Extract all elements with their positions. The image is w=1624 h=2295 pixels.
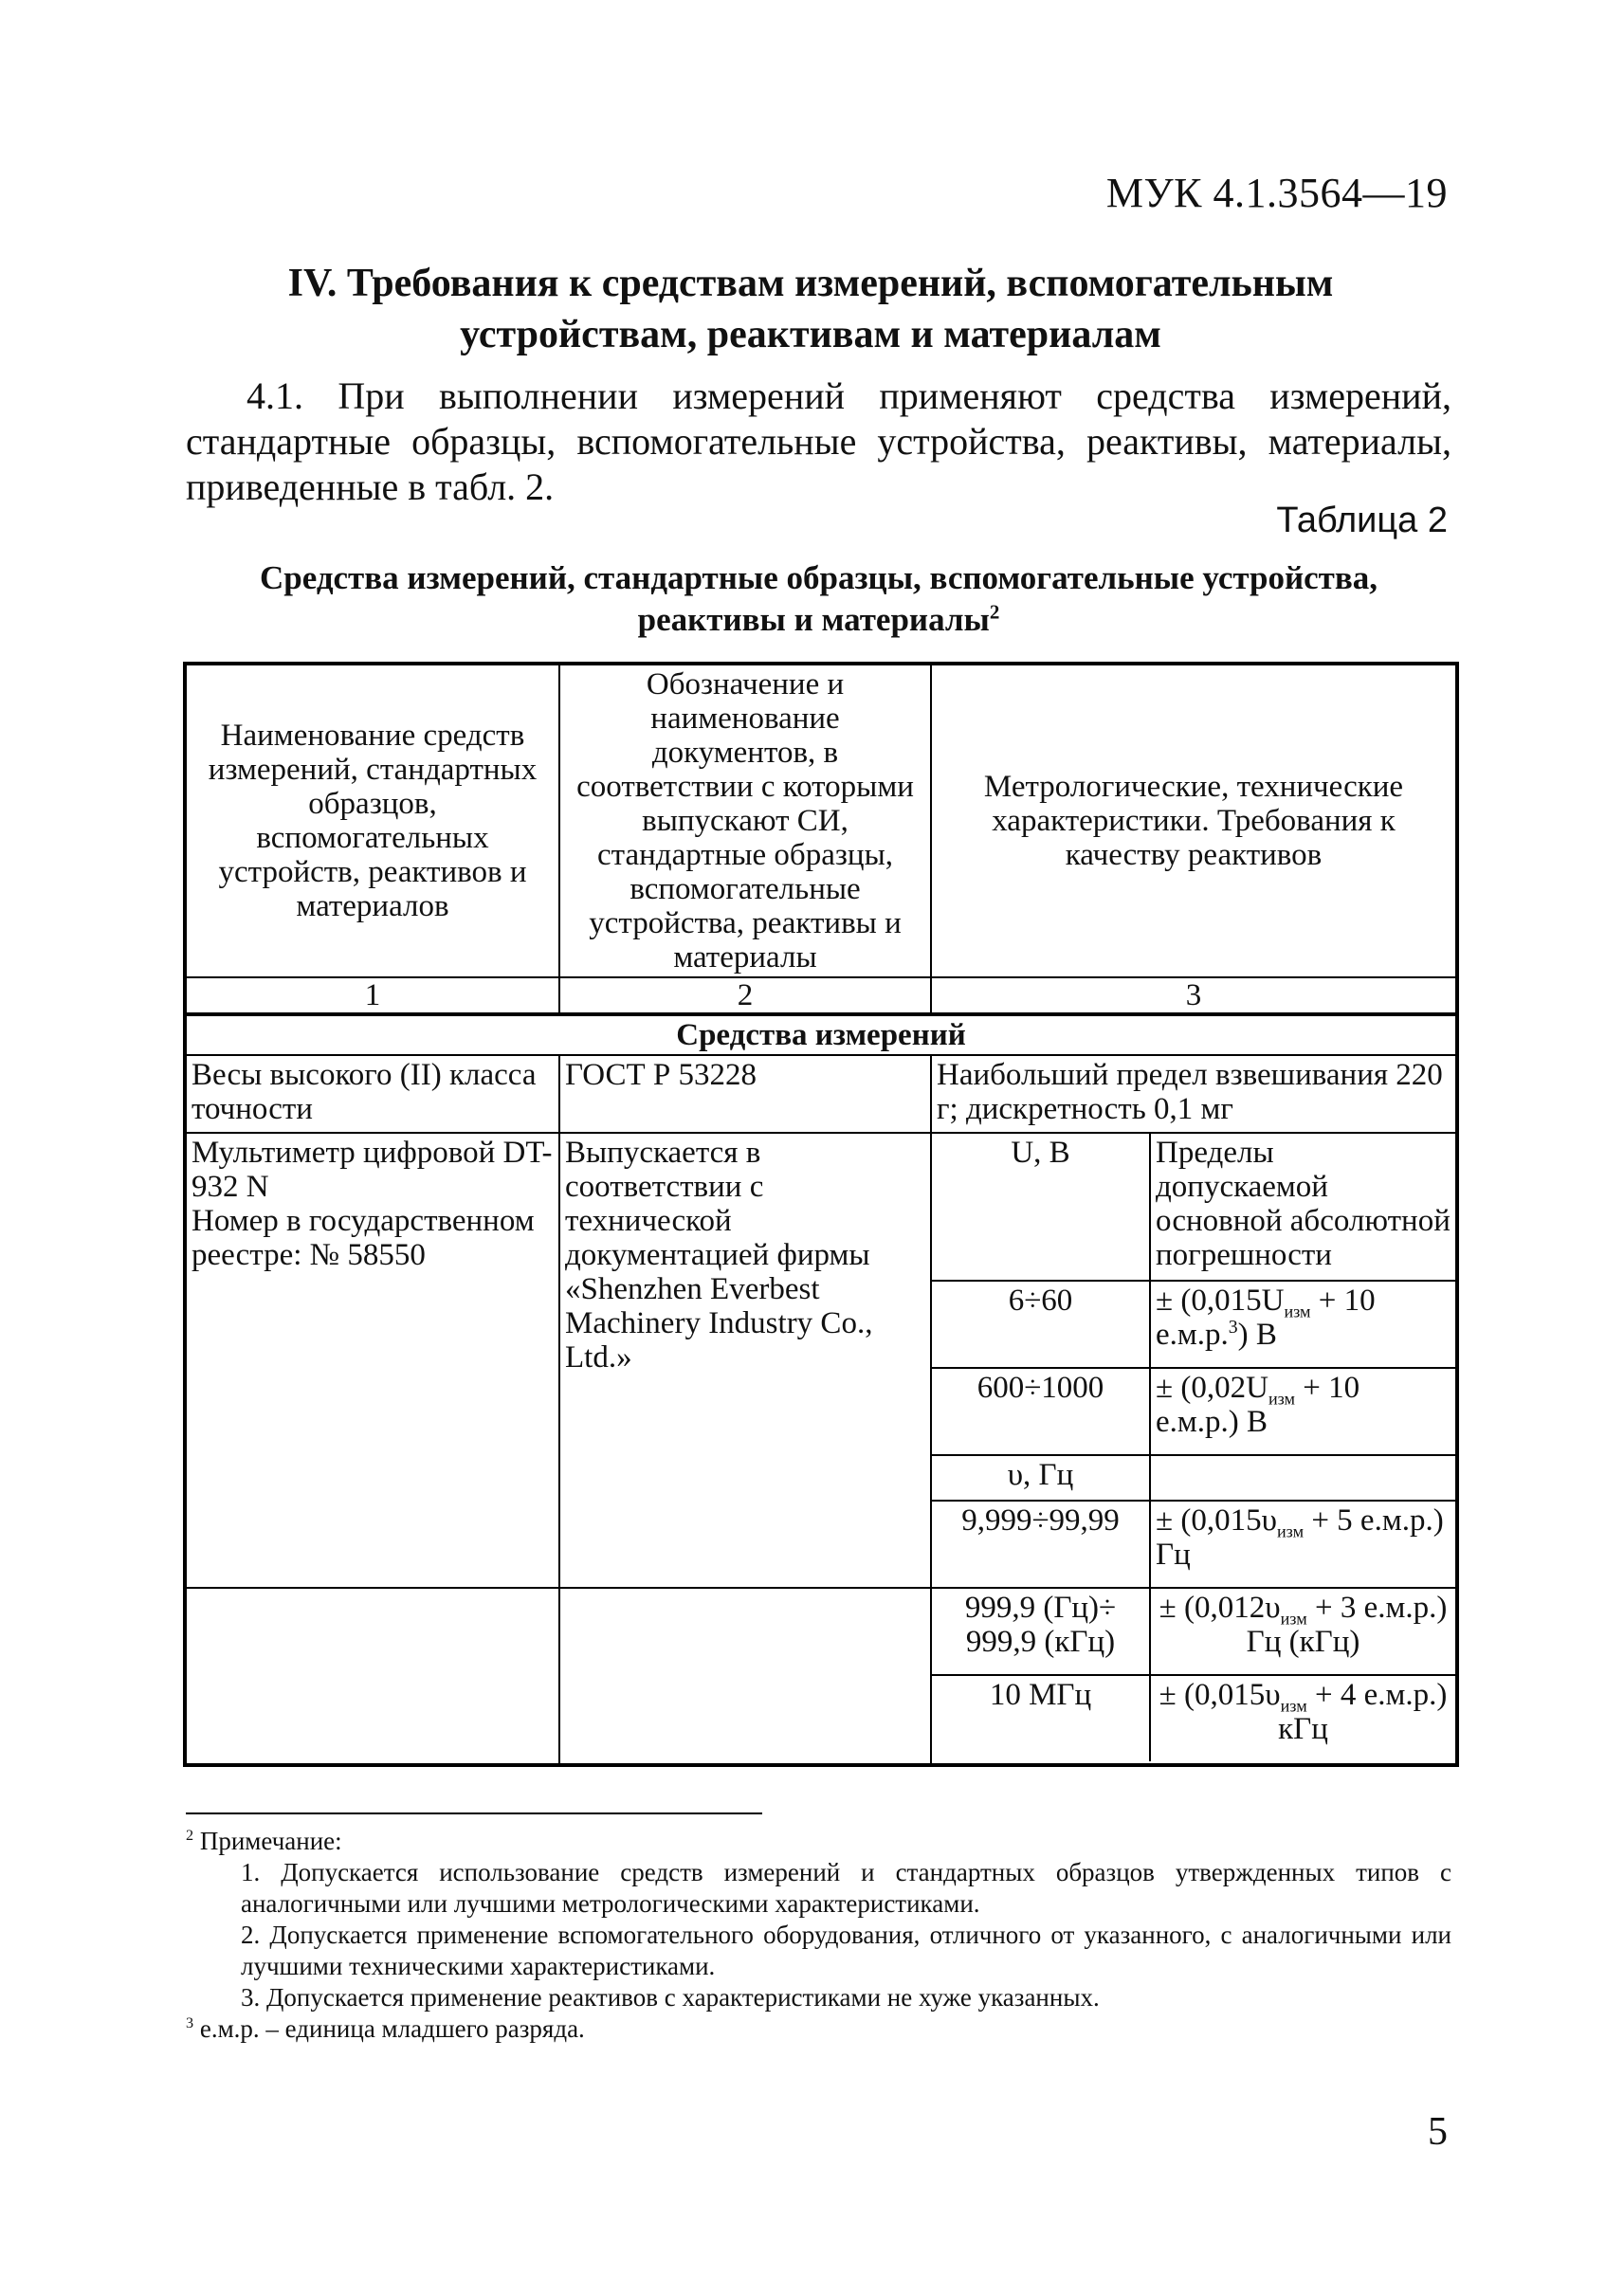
f-header-empty [1150,1455,1455,1501]
footnote-2-label [186,1826,1451,1857]
document-code: МУК 4.1.3564—19 [1105,170,1448,216]
f-error-3-b: + 4 е.м.р.) кГц [1278,1678,1448,1746]
table-row-scales [185,1055,1457,1133]
f-error-1-sub: изм [1276,1521,1305,1541]
means-table [183,662,1459,1767]
section-title [171,258,1451,360]
f-error-2-b: + 3 е.м.р.) Гц (кГц) [1246,1591,1448,1659]
footnote-divider [186,1812,762,1814]
table-row-continuation [185,1588,1457,1765]
multimeter-name-line-1: Мультиметр цифровой DT-932 N [192,1136,553,1204]
spec-row-f-3 [932,1675,1455,1761]
u-error-1-c: ) В [1237,1318,1277,1352]
f-header: υ, Гц [932,1455,1150,1501]
table-caption-line-2 [186,599,1451,641]
scales-doc: ГОСТ Р 53228 [559,1055,931,1133]
section-label: Средства измерений [185,1014,1457,1055]
table-caption-footnote-ref: 2 [989,600,1000,624]
multimeter-name-line-2: Номер в государственном реестре: № 58550 [192,1204,535,1272]
footnote-item-3: 3. Допускается применение реактивов с характеристиками не хуже указанных. [241,1983,1100,2012]
u-error-2-b: + 10 е.м.р.) В [1156,1371,1360,1439]
u-header: U, В [932,1134,1150,1281]
u-error-1 [1150,1281,1455,1368]
table-caption-line-1: Средства измерений, стандартные образцы, вспомогательные устройства, [260,559,1378,596]
u-error-2-a: ± (0,02U [1156,1371,1268,1405]
u-error-2-sub: изм [1268,1389,1296,1409]
paragraph-text: 4.1. При выполнении измерений применяют средства измерений, стандартные образцы, вспомогательные устройства, реактивы, материалы, приведенные в табл. 2. [186,374,1451,508]
column-number-1: 1 [185,977,559,1014]
footnote-item-2: 2. Допускается применение вспомогательного оборудования, отличного от указанного, с аналогичными или лучшими техническими характеристиками. [241,1921,1451,1980]
u-error-1-sup: 3 [1228,1317,1238,1338]
continuation-spec [931,1588,1457,1765]
f-range-1: 9,999÷99,99 [932,1501,1150,1587]
continuation-spec-table [932,1589,1455,1761]
continuation-name [185,1588,559,1765]
table-caption-line-2-text: реактивы и материалы [637,601,990,638]
table-number: Таблица 2 [1276,501,1448,540]
header-col-1: Наименование средств измерений, стандартных образцов, вспомогательных устройств, реактивов и материалов [185,664,559,977]
continuation-doc [559,1588,931,1765]
u-range-1: 6÷60 [932,1281,1150,1368]
section-title-line-1: IV. Требования к средствам измерений, вспомогательным [287,262,1334,305]
f-error-2-sub: изм [1280,1609,1307,1629]
footnotes [186,1826,1451,2045]
column-number-2: 2 [559,977,931,1014]
footnote-3 [186,2013,1451,2045]
multimeter-spec [931,1133,1457,1588]
f-range-3: 10 МГц [932,1675,1150,1761]
table-header-row [185,664,1457,977]
f-error-1-b: + 5 е.м.р.) Гц [1156,1503,1444,1572]
header-col-2: Обозначение и наименование документов, в соответствии с которыми выпускают СИ, стандартные образцы, вспомогательные устройства, реактивы и материалы [559,664,931,977]
spec-row-u-1 [932,1281,1455,1368]
u-error-1-b: + 10 е.м.р. [1156,1284,1376,1352]
f-range-2: 999,9 (Гц)÷ 999,9 (кГц) [932,1589,1150,1675]
page-number: 5 [1428,2110,1448,2154]
multimeter-name [185,1133,559,1588]
multimeter-doc: Выпускается в соответствии с технической документацией фирмы «Shenzhen Everbest Machinery Industry Co., Ltd.» [559,1133,931,1588]
f-error-2 [1150,1589,1455,1675]
f-error-1 [1150,1501,1455,1587]
spec-row-f-1 [932,1501,1455,1587]
footnote-2-marker: 2 [186,1827,194,1844]
spec-row-u-header [932,1134,1455,1281]
footnote-3-marker: 3 [186,2014,194,2031]
scales-name: Весы высокого (II) класса точности [185,1055,559,1133]
footnote-3-text: е.м.р. – единица младшего разряда. [199,2014,585,2043]
f-error-3-sub: изм [1280,1696,1307,1716]
f-error-3-a: ± (0,015υ [1159,1678,1281,1712]
column-number-3: 3 [931,977,1457,1014]
scales-spec: Наибольший предел взвешивания 220 г; дискретность 0,1 мг [931,1055,1457,1133]
footnote-item-1: 1. Допускается использование средств измерений и стандартных образцов утвержденных типов с аналогичными или лучшими метрологическими характеристиками. [241,1858,1451,1918]
u-error-1-sub: изм [1284,1302,1311,1321]
footnote-2-title: Примечание: [199,1827,342,1855]
spec-row-f-2 [932,1589,1455,1675]
u-range-2: 600÷1000 [932,1368,1150,1455]
f-error-3 [1150,1675,1455,1761]
header-col-3: Метрологические, технические характеристики. Требования к качеству реактивов [931,664,1457,977]
f-error-2-a: ± (0,012υ [1159,1591,1281,1625]
table-row-multimeter [185,1133,1457,1588]
limits-header: Пределы допускаемой основной абсолютной погрешности [1150,1134,1455,1281]
spec-row-u-2 [932,1368,1455,1455]
multimeter-spec-table [932,1134,1455,1587]
column-number-row [185,977,1457,1014]
u-error-1-a: ± (0,015U [1156,1284,1285,1318]
paragraph-4-1 [186,373,1451,510]
section-row [185,1014,1457,1055]
f-error-1-a: ± (0,015υ [1156,1503,1277,1538]
section-title-line-2: устройствам, реактивам и материалам [460,313,1161,356]
spec-row-f-header [932,1455,1455,1501]
table-caption [186,557,1451,641]
u-error-2 [1150,1368,1455,1455]
